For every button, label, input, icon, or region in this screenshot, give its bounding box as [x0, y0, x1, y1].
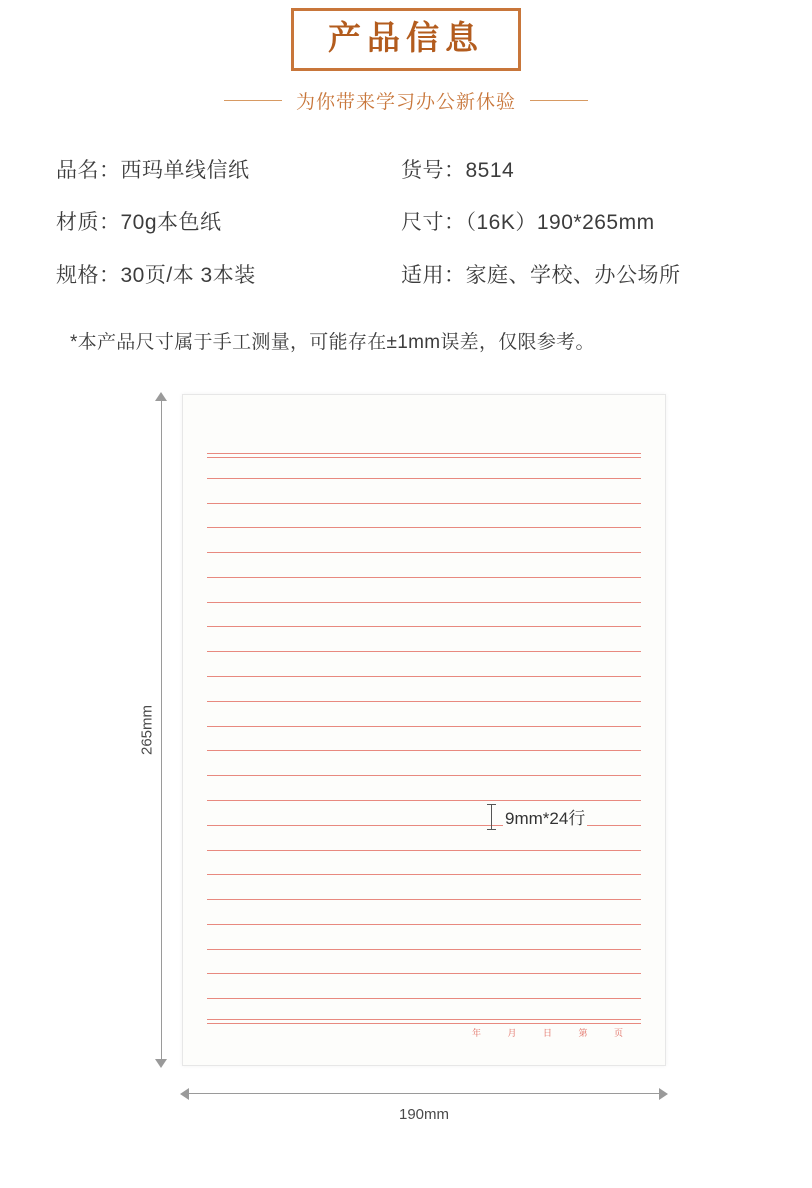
spec-label: 品名：: [56, 159, 121, 183]
rule-line: [207, 527, 641, 528]
spec-label: 规格：: [56, 263, 121, 287]
rule-line: [207, 1019, 641, 1020]
spec-row: [56, 158, 756, 183]
spec-value: 70g本色纸: [120, 211, 222, 235]
height-label: 265mm: [138, 704, 156, 755]
paper-preview: [182, 394, 666, 1066]
paper-footer-marks: 年 月 日 第 页: [471, 1027, 635, 1038]
spec-cell-material: [56, 210, 401, 235]
title-box: [291, 8, 521, 71]
rule-line: [207, 478, 641, 479]
line-spacing-label: 9mm*24行: [503, 804, 587, 829]
rule-line: [207, 457, 641, 458]
product-figure: [0, 384, 812, 1123]
spec-cell-size: [401, 210, 655, 235]
rule-line: [207, 1023, 641, 1024]
rule-line: [207, 577, 641, 578]
rule-line: [207, 924, 641, 925]
spec-cell-usage: [401, 263, 681, 288]
line-spacing-callout: [487, 804, 587, 830]
width-measure: [182, 1084, 666, 1123]
spec-row: [56, 210, 756, 235]
arrow-down-icon: [155, 1059, 167, 1068]
height-measure: [138, 394, 174, 1066]
rule-line: [207, 552, 641, 553]
rule-line: [207, 726, 641, 727]
rule-line: [207, 775, 641, 776]
width-label: 190mm: [398, 1105, 450, 1123]
arrow-left-icon: [180, 1088, 189, 1100]
measure-shaft: [161, 398, 162, 1062]
spec-cell-quantity: [56, 263, 401, 288]
rule-line: [207, 453, 641, 454]
spec-cell-name: [56, 158, 401, 183]
rule-line: [207, 850, 641, 851]
rule-line: [207, 800, 641, 801]
measure-shaft: [186, 1093, 662, 1094]
rule-line: [207, 676, 641, 677]
spec-list: [0, 158, 812, 288]
arrow-right-icon: [659, 1088, 668, 1100]
spec-value: 西玛单线信纸: [120, 159, 250, 183]
spec-label: 货号：: [401, 159, 466, 183]
spec-label: 适用：: [401, 263, 466, 287]
spec-label: 尺寸：: [401, 211, 466, 235]
rule-line: [207, 949, 641, 950]
rule-line: [207, 750, 641, 751]
i-beam-icon: [487, 804, 496, 830]
rule-line: [207, 503, 641, 504]
spec-label: 材质：: [56, 211, 121, 235]
rule-line: [207, 701, 641, 702]
rule-line: [207, 998, 641, 999]
rule-line: [207, 602, 641, 603]
subtitle-row: [0, 87, 812, 114]
spec-row: [56, 263, 756, 288]
page-subtitle: 为你带来学习办公新休验: [295, 92, 516, 114]
ruled-lines: [207, 453, 641, 1023]
rule-line: [207, 651, 641, 652]
spec-value: 30页/本 3本装: [120, 263, 256, 287]
spec-value: 8514: [465, 159, 515, 183]
rule-line: [207, 899, 641, 900]
rule-line: [207, 973, 641, 974]
spec-value: 家庭、学校、办公场所: [465, 263, 681, 287]
rule-line: [207, 626, 641, 627]
divider-line-left: [224, 100, 282, 101]
rule-line: [207, 874, 641, 875]
page-title: 产品信息: [328, 18, 484, 57]
spec-value: （16K）190*265mm: [465, 211, 655, 235]
divider-line-right: [530, 100, 588, 101]
spec-cell-sku: [401, 158, 514, 183]
page-header: [0, 0, 812, 114]
measurement-note: *本产品尺寸属于手工测量，可能存在±1mm误差，仅限参考。: [70, 331, 595, 353]
